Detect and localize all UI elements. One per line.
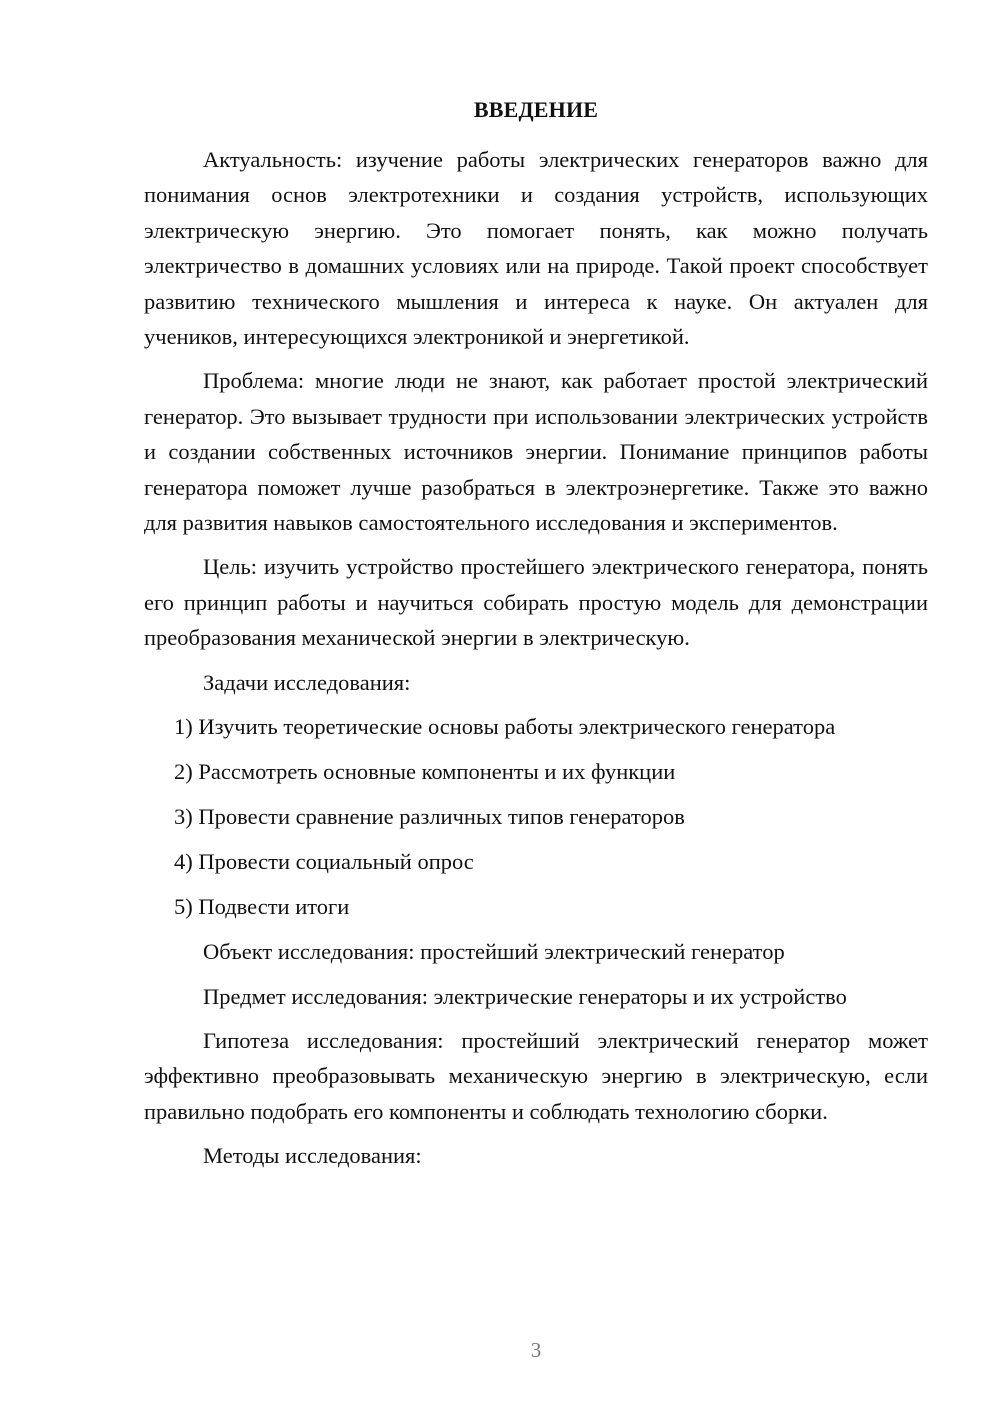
methods-heading: Методы исследования: bbox=[203, 1143, 422, 1169]
list-item: 3) Провести сравнение различных типов генераторов bbox=[174, 804, 685, 830]
research-hypothesis: Гипотеза исследования: простейший электрический генератор может эффективно преобразовывать механическую энергию в электрическую, если правильно подобрать его компоненты и соблюдать технологию сборки. bbox=[144, 1027, 928, 1124]
tasks-list bbox=[144, 709, 928, 924]
list-item: 4) Провести социальный опрос bbox=[174, 849, 474, 875]
paragraph-relevance: Актуальность: изучение работы электрических генераторов важно для понимания основ электротехники и создания устройств, использующих электрическую энергию. Это помогает понять, как можно получать электричество в домашних условиях или на природе. Такой проект способствует развитию технического мышления и интереса к науке. Он актуален для учеников, интересующихся электроникой и энергетикой. bbox=[144, 147, 928, 350]
list-item: 5) Подвести итоги bbox=[174, 894, 350, 920]
tasks-heading: Задачи исследования: bbox=[203, 669, 411, 695]
list-item: 1) Изучить теоретические основы работы электрического генератора bbox=[174, 714, 836, 740]
page-number: 3 bbox=[530, 1338, 542, 1362]
list-item: 2) Рассмотреть основные компоненты и их функции bbox=[174, 759, 676, 785]
research-subject: Предмет исследования: электрические генераторы и их устройство bbox=[203, 983, 847, 1009]
paragraph-goal: Цель: изучить устройство простейшего электрического генератора, понять его принцип работы и научиться собирать простую модель для демонстрации преобразования механической энергии в электрическую. bbox=[144, 554, 928, 651]
paragraph-problem: Проблема: многие люди не знают, как работает простой электрический генератор. Это вызывает трудности при использовании электрических устройств и создании собственных источников энергии. Понимание принципов работы генератора поможет лучше разобраться в электроэнергетике. Также это важно для развития навыков самостоятельного исследования и экспериментов. bbox=[144, 368, 928, 536]
section-title: ВВЕДЕНИЕ bbox=[473, 97, 599, 122]
document-body bbox=[144, 142, 928, 1183]
research-object: Объект исследования: простейший электрический генератор bbox=[203, 939, 785, 965]
